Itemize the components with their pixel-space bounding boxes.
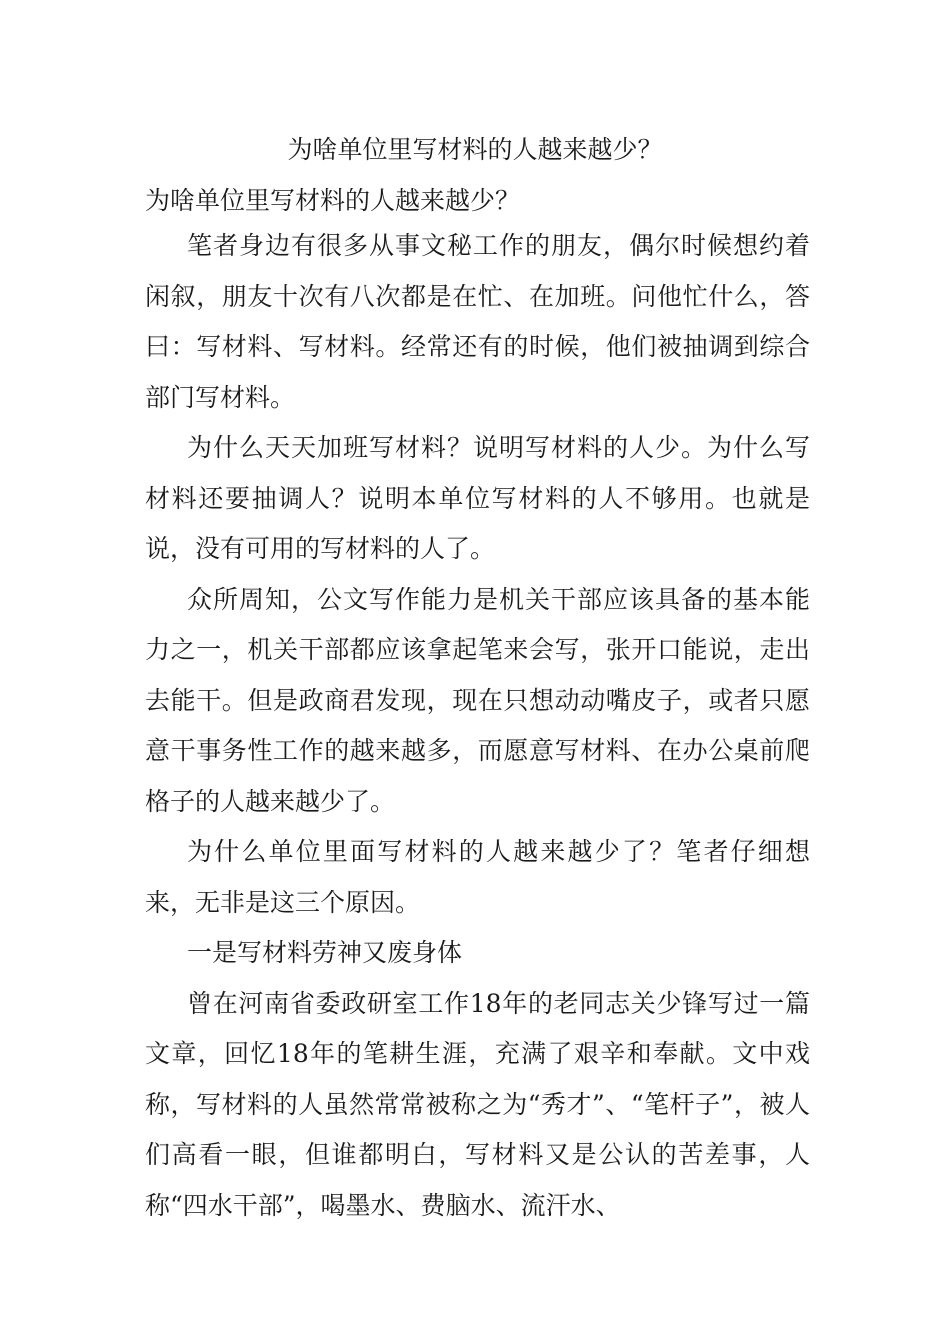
- body-paragraph: 众所周知，公文写作能力是机关干部应该具备的基本能力之一，机关干部都应该拿起笔来会写，张开口能说，走出去能干。但是政商君发现，现在只想动动嘴皮子，或者只愿意干事务性工作的越来越多，而愿意写材料、在办公桌前爬格子的人越来越少了。: [145, 584, 810, 816]
- document-subtitle: 为啥单位里写材料的人越来越少？: [145, 186, 521, 215]
- document-body: [145, 181, 810, 1231]
- section-heading: 一是写材料劳神又废身体: [187, 938, 463, 967]
- body-paragraph: 为什么天天加班写材料？说明写材料的人少。为什么写材料还要抽调人？说明本单位写材料的人不够用。也就是说，没有可用的写材料的人了。: [145, 433, 810, 563]
- document-title: 为啥单位里写材料的人越来越少？: [287, 135, 663, 164]
- section-paragraph: 曾在河南省委政研室工作18年的老同志关少锋写过一篇文章，回忆18年的笔耕生涯，充满了艰辛和奉献。文中戏称，写材料的人虽然常常被称之为“秀才”、“笔杆子”，被人们高看一眼，但谁都明白，写材料又是公认的苦差事，人称“四水干部”，喝墨水、费脑水、流汗水、: [145, 988, 810, 1220]
- body-paragraph: 笔者身边有很多从事文秘工作的朋友，偶尔时候想约着闲叙，朋友十次有八次都是在忙、在加班。问他忙什么，答曰：写材料、写材料。经常还有的时候，他们被抽调到综合部门写材料。: [145, 231, 810, 412]
- body-paragraph: 为什么单位里面写材料的人越来越少了？笔者仔细想来，无非是这三个原因。: [145, 837, 810, 917]
